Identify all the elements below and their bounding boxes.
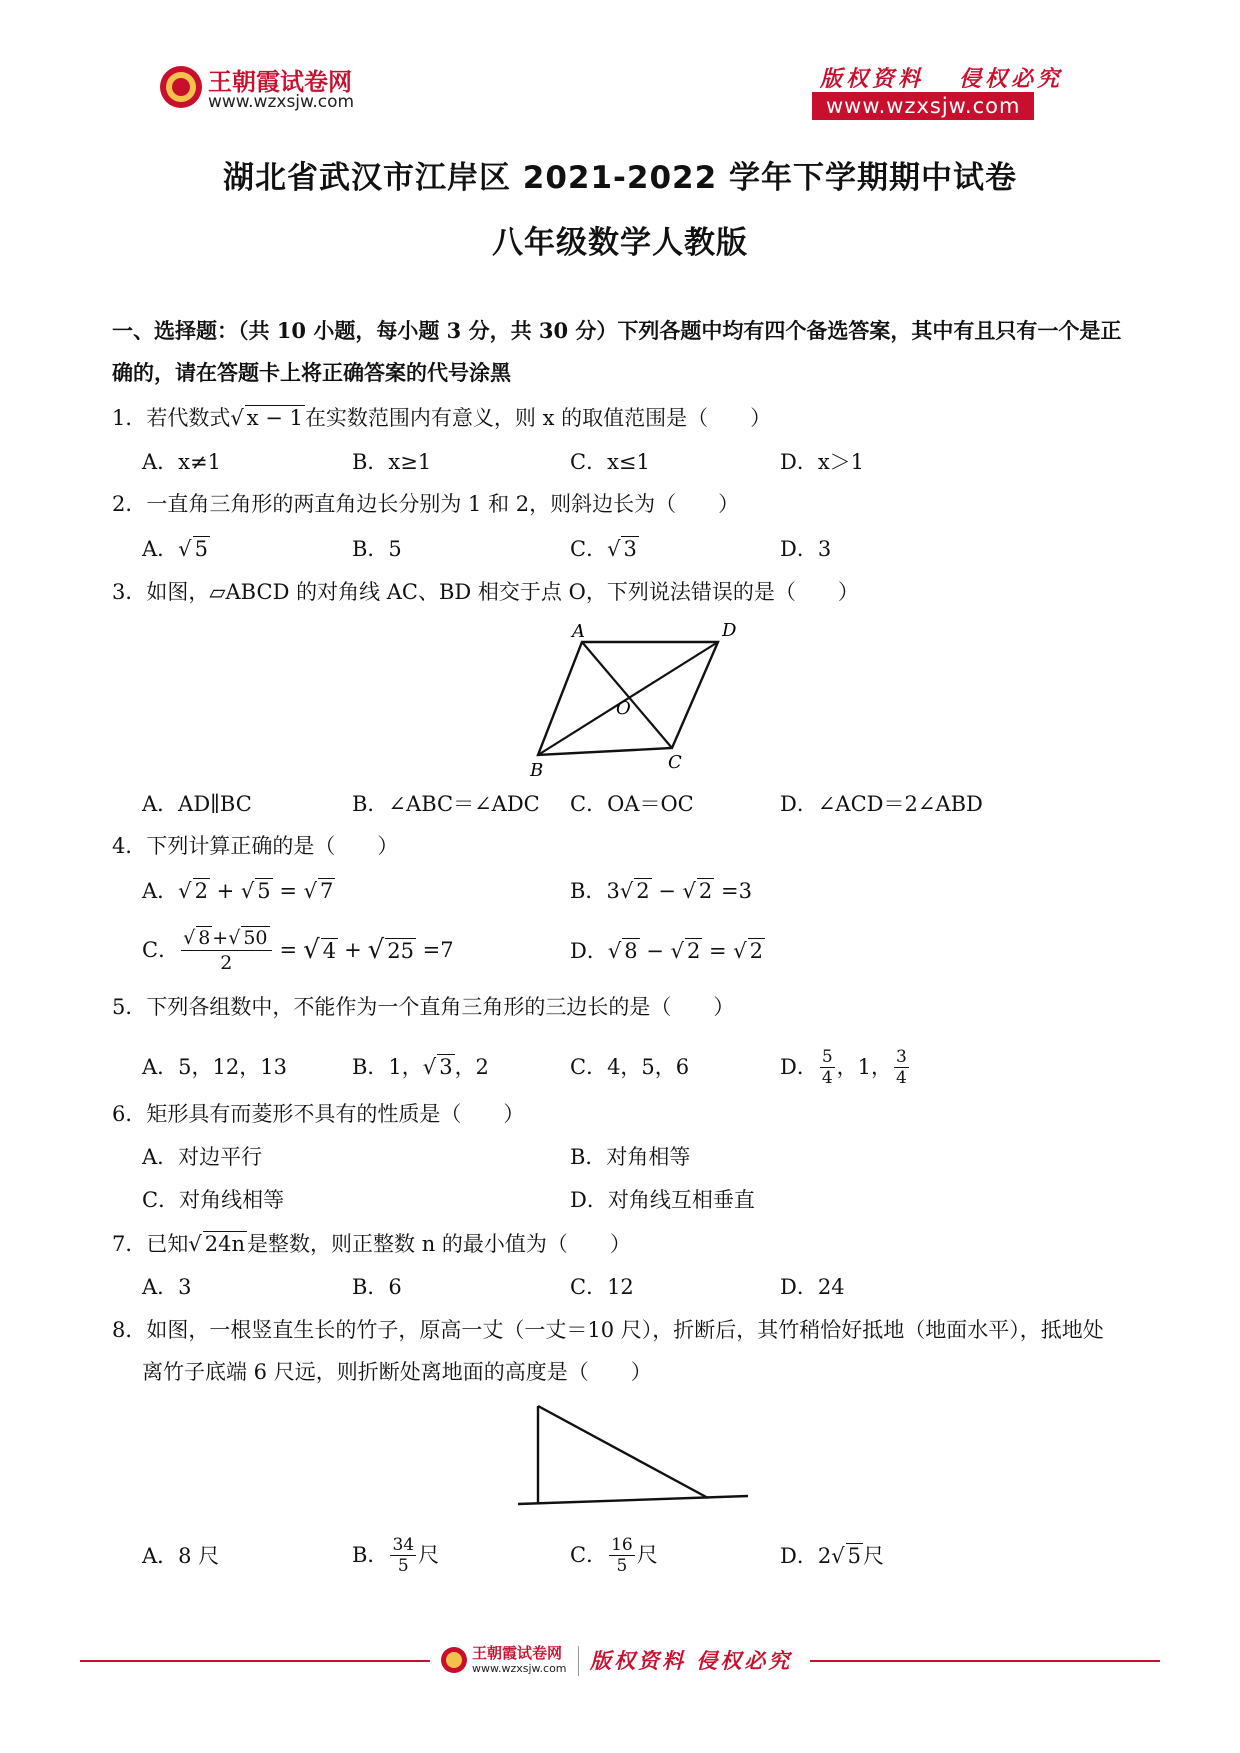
q4-a-r7: 7 <box>320 879 334 903</box>
q4-c-den: 2 <box>220 951 233 974</box>
sqrt-icon: √ 2 <box>670 939 701 963</box>
fig-label-a: A <box>572 621 585 642</box>
logo-url: www.wzxsjw.com <box>208 92 355 112</box>
q8-c-label: C． <box>570 1543 608 1567</box>
q7-radicand: 24n <box>204 1232 246 1256</box>
footer-divider-left <box>80 1660 430 1662</box>
q8-b-num: 34 <box>392 1534 415 1555</box>
question-2: 2．一直角三角形的两直角边长分别为 1 和 2，则斜边长为（ ） <box>112 492 740 516</box>
q4-b-result: =3 <box>720 879 752 903</box>
q4-d-r2b: 2 <box>749 939 764 963</box>
q3-option-c: C．OA＝OC <box>570 792 694 816</box>
question-1 <box>112 404 771 432</box>
footer-logo-url: www.wzxsjw.com <box>472 1662 567 1675</box>
q4-c-r25: 25 <box>387 938 414 963</box>
sqrt-icon: √ 3 <box>422 1055 453 1079</box>
q8-b-label: B． <box>352 1543 389 1567</box>
q4-option-a: A．√ 2 + √ 5 = √ 7 <box>142 879 334 903</box>
q4-c-num1: 8 <box>198 926 211 949</box>
footer-logo-name: 王朝霞试卷网 <box>472 1644 563 1662</box>
sqrt-icon: √ 7 <box>303 879 334 903</box>
q4-option-c: C． $\frac{√ 8 +√ 50}{2}$ = √ 4 + √ 25 =7 <box>142 926 454 974</box>
q6-option-b: B．对角相等 <box>570 1145 691 1169</box>
q5-b-radicand: 3 <box>439 1055 453 1079</box>
q6-option-a: A．对边平行 <box>142 1145 263 1169</box>
fig-label-d: D <box>722 620 737 641</box>
q6-option-c: C．对角线相等 <box>142 1188 285 1212</box>
parallelogram-figure <box>520 620 780 780</box>
q4-c-fraction: $\frac{√ 8 +√ 50}{2}$ <box>181 926 271 975</box>
footer-divider-right <box>810 1660 1160 1662</box>
q4-a-label: A． <box>142 879 179 903</box>
q8-option-d <box>780 1542 884 1570</box>
fig-label-c: C <box>668 752 682 773</box>
footer-logo <box>440 1640 580 1680</box>
rights-stamp: 版权资料 侵权必究 <box>820 66 1063 92</box>
question-3: 3．如图，▱ABCD 的对角线 AC、BD 相交于点 O，下列说法错误的是（ ） <box>112 580 859 604</box>
q4-c-result: =7 <box>422 938 454 962</box>
q5-option-d <box>780 1038 911 1096</box>
q5-d-mid: ，1， <box>836 1055 893 1079</box>
sqrt-icon: √ 2 <box>178 879 208 903</box>
q2-option-a <box>142 535 210 563</box>
q4-option-b: B．3√ 2 − √ 2 =3 <box>570 879 752 903</box>
fig-label-o: O <box>616 698 631 719</box>
footer-rights: 版权资料 侵权必究 <box>590 1648 793 1673</box>
question-5: 5．下列各组数中，不能作为一个直角三角形的三边长的是（ ） <box>112 995 735 1019</box>
q4-d-r2a: 2 <box>686 939 701 963</box>
sqrt-icon: √ x − 1 <box>230 406 303 430</box>
fig-label-b: B <box>530 760 544 780</box>
q3-option-b: B．∠ABC＝∠ADC <box>352 792 540 816</box>
header-logo <box>158 60 358 114</box>
q8-d-radicand: 5 <box>847 1544 861 1568</box>
q4-c-r4: 4 <box>322 938 337 963</box>
q4-b-r2b: 2 <box>698 879 713 903</box>
q8-option-c <box>570 1526 658 1584</box>
q8-b-frac <box>390 1535 416 1576</box>
question-4: 4．下列计算正确的是（ ） <box>112 834 399 858</box>
q7-pre: 7．已知 <box>112 1232 189 1256</box>
q4-a-r5: 5 <box>257 879 271 903</box>
q3-option-a: A．AD∥BC <box>142 792 252 816</box>
q5-d-frac1 <box>820 1047 835 1088</box>
q5-d-f1-den: 4 <box>821 1067 833 1088</box>
q4-d-r8: 8 <box>624 939 638 963</box>
q4-a-r2: 2 <box>194 879 208 903</box>
q1-option-d: D．x＞1 <box>780 450 865 474</box>
section-heading: 一、选择题：（共 10 小题，每小题 3 分，共 30 分）下列各题中均有四个备选答案，其中有且只有一个是正 <box>112 318 1122 343</box>
q5-d-f2-den: 4 <box>896 1067 907 1088</box>
q8-c-unit: 尺 <box>636 1543 658 1567</box>
q4-b-r2a: 2 <box>636 879 650 903</box>
sqrt-icon: √ 5 <box>831 1544 861 1568</box>
q2-option-b: B．5 <box>352 537 402 561</box>
q4-d-label: D． <box>570 939 608 963</box>
q4-b-coef: 3 <box>606 879 620 903</box>
q5-b-pre: B．1， <box>352 1055 423 1079</box>
q4-b-label: B． <box>570 879 607 903</box>
sqrt-icon: √ 24n <box>188 1232 246 1256</box>
sqrt-icon: √ 2 <box>619 879 650 903</box>
q8-b-unit: 尺 <box>418 1543 440 1567</box>
sqrt-icon: √ 8 <box>183 926 211 949</box>
question-8-cont: 离竹子底端 6 尺远，则折断处离地面的高度是（ ） <box>142 1360 652 1384</box>
q8-c-den: 5 <box>616 1555 628 1576</box>
q4-c-label: C． <box>142 938 180 962</box>
q5-d-f2-num: 3 <box>896 1046 907 1067</box>
q8-c-num: 16 <box>611 1534 633 1555</box>
sqrt-icon: √ 8 <box>607 939 638 963</box>
q5-d-f1-num: 5 <box>821 1046 833 1067</box>
footer-emblem-icon <box>440 1646 468 1674</box>
q5-b-post: ，2 <box>454 1055 489 1079</box>
q2-option-d: D．3 <box>780 537 832 561</box>
footer-separator <box>578 1646 579 1676</box>
sqrt-icon: √ 2 <box>682 879 713 903</box>
sqrt-icon: √ 50 <box>228 926 268 949</box>
q5-option-c: C．4，5，6 <box>570 1055 690 1079</box>
question-7 <box>112 1230 631 1258</box>
q8-d-unit: 尺 <box>862 1544 884 1568</box>
question-6: 6．矩形具有而菱形不具有的性质是（ ） <box>112 1102 525 1126</box>
q1-text-pre: 1．若代数式 <box>112 406 231 430</box>
q2-c-label: C． <box>570 537 608 561</box>
q5-option-b <box>352 1053 489 1081</box>
logo-emblem-icon <box>158 64 204 110</box>
q1-option-c: C．x≤1 <box>570 450 650 474</box>
q1-option-b: B．x≥1 <box>352 450 432 474</box>
q7-option-a: A．3 <box>142 1275 192 1299</box>
q5-option-a: A．5，12，13 <box>142 1055 287 1079</box>
question-8: 8．如图，一根竖直生长的竹子，原高一丈（一丈＝10 尺），折断后，其竹稍恰好抵地（地面水平），抵地处 <box>112 1318 1104 1342</box>
q6-option-d: D．对角线互相垂直 <box>570 1188 755 1212</box>
q7-option-d: D．24 <box>780 1275 845 1299</box>
sqrt-icon: √ 2 <box>733 939 764 963</box>
q1-radicand: x − 1 <box>246 406 303 430</box>
q1-text-post: 在实数范围内有意义，则 x 的取值范围是（ ） <box>304 406 772 430</box>
sqrt-icon: √ 25 <box>367 934 414 965</box>
q7-post: 是整数，则正整数 n 的最小值为（ ） <box>247 1232 631 1256</box>
q5-d-label: D． <box>780 1055 818 1079</box>
url-banner: www.wzxsjw.com <box>812 92 1034 120</box>
sqrt-icon: √ 3 <box>607 537 637 561</box>
q2-option-c <box>570 535 639 563</box>
q8-option-a: A．8 尺 <box>142 1544 220 1568</box>
q8-d-pre: D．2 <box>780 1544 832 1568</box>
bamboo-figure <box>512 1398 762 1518</box>
q8-option-b <box>352 1526 439 1584</box>
q1-option-a: A．x≠1 <box>142 450 221 474</box>
q5-d-frac2 <box>894 1047 909 1088</box>
q2-c-radicand: 3 <box>623 537 637 561</box>
sqrt-icon: √ 5 <box>240 879 271 903</box>
q7-option-b: B．6 <box>352 1275 402 1299</box>
sqrt-icon: √ 4 <box>303 934 337 965</box>
q8-b-den: 5 <box>397 1555 409 1576</box>
page-subtitle: 八年级数学人教版 <box>492 225 748 261</box>
q4-c-num2: 50 <box>243 926 268 949</box>
q4-option-d: D．√ 8 − √ 2 = √ 2 <box>570 939 764 963</box>
q2-a-label: A． <box>142 537 179 561</box>
page-title: 湖北省武汉市江岸区 2021-2022 学年下学期期中试卷 <box>222 160 1017 196</box>
sqrt-icon: √ 5 <box>178 537 208 561</box>
section-heading-cont: 确的，请在答题卡上将正确答案的代号涂黑 <box>112 360 511 385</box>
q7-option-c: C．12 <box>570 1275 634 1299</box>
q3-option-d: D．∠ACD＝2∠ABD <box>780 792 983 816</box>
q8-c-frac <box>609 1535 635 1576</box>
logo-name: 王朝霞试卷网 <box>208 68 352 96</box>
q2-a-radicand: 5 <box>194 537 208 561</box>
